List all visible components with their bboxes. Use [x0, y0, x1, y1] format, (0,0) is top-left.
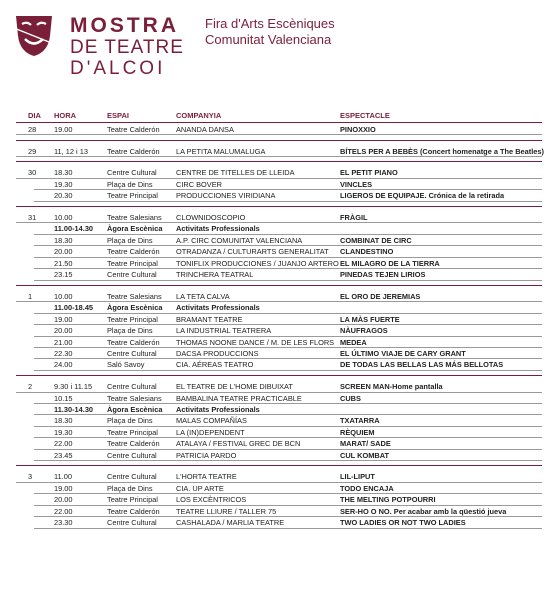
cell-espectacle: BÍTELS PER A BEBÈS (Concert homenatge a The Beatles) [340, 146, 544, 156]
day-cell-divider [16, 156, 38, 157]
cell-espai: Teatre Calderón [107, 247, 160, 257]
cell-espectacle: DE TODAS LAS BELLAS LAS MÁS BELLOTAS [340, 360, 504, 370]
cell-hora: 21.50 [54, 258, 73, 268]
cell-hora: 20.00 [54, 326, 73, 336]
cell-dia: 3 [28, 472, 33, 482]
brand-line-1: MOSTRA [70, 14, 179, 37]
row-divider [34, 280, 542, 281]
cell-espai: Àgora Escènica [107, 303, 163, 313]
cell-hora: 10.00 [54, 291, 73, 301]
day-separator [16, 206, 542, 207]
day-separator [16, 285, 542, 286]
cell-hora: 20.30 [54, 191, 73, 201]
row-divider [34, 370, 542, 371]
cell-hora: 23.30 [54, 518, 73, 528]
cell-dia: 28 [28, 125, 37, 134]
cell-espai: Centre Cultural [107, 168, 157, 178]
cell-espectacle: MARAT/ SADE [340, 439, 391, 449]
cell-espai: Teatre Principal [107, 427, 158, 437]
cell-hora: 18.30 [54, 168, 73, 178]
row-divider [34, 528, 542, 529]
cell-espai: Teatre Calderón [107, 146, 160, 156]
cell-espai: Teatre Principal [107, 258, 158, 268]
cell-hora: 10.00 [54, 212, 73, 222]
cell-companyia: DACSA PRODUCCIONS [176, 349, 259, 358]
cell-espectacle: NÀUFRAGOS [340, 326, 388, 336]
cell-espectacle: TXATARRA [340, 416, 380, 426]
row-divider [34, 156, 542, 157]
cell-companyia: THOMAS NOONE DANCE / M. DE LES FLORS [176, 337, 335, 347]
cell-companyia: LOS EXCÈNTRICOS [176, 495, 247, 505]
cell-espectacle: EL ORO DE JEREMIAS [340, 291, 421, 301]
cell-espai: Centre Cultural [107, 450, 157, 460]
cell-espectacle: SER-HO O NO. Per acabar amb la qüestió jueva [340, 506, 507, 516]
cell-espai: Teatre Salesians [107, 212, 162, 222]
cell-espectacle: VINCLES [340, 179, 373, 189]
cell-companyia: CIA. UP ARTE [176, 483, 224, 493]
cell-espectacle: LIGEROS DE EQUIPAJE. Crónica de la retirada [340, 191, 505, 201]
cell-dia: 1 [28, 291, 33, 301]
cell-companyia: LA PETITA MALUMALUGA [176, 146, 266, 156]
cell-hora: 22.00 [54, 506, 73, 516]
cell-espai: Plaça de Dins [107, 416, 153, 426]
cell-companyia: LA INDUSTRIAL TEATRERA [176, 326, 272, 336]
cell-hora: 20.00 [54, 495, 73, 505]
cell-dia: 31 [28, 212, 37, 222]
cell-espai: Centre Cultural [107, 518, 157, 528]
cell-espai: Teatre Calderón [107, 506, 160, 516]
cell-companyia: TEATRE LLIURE / TALLER 75 [176, 506, 277, 516]
cell-companyia: CLOWNIDOSCOPIO [176, 212, 246, 222]
cell-espectacle: RÈQUIEM [340, 427, 375, 437]
cell-companyia: CIA. AÉREAS TEATRO [176, 360, 254, 370]
cell-companyia: ANANDA DANSA [176, 125, 234, 134]
cell-espectacle: THE MELTING POTPOURRI [340, 495, 436, 505]
cell-espectacle: EL ÚLTIMO VIAJE DE CARY GRANT [340, 349, 466, 358]
cell-espectacle: CUBS [340, 393, 361, 403]
cell-companyia: LA TETA CALVA [176, 291, 230, 301]
cell-companyia: A.P. CIRC COMUNITAT VALENCIANA [176, 235, 303, 245]
cell-espai: Teatre Principal [107, 314, 158, 324]
cell-espai: Teatre Calderón [107, 125, 160, 134]
day-separator [16, 161, 542, 162]
cell-hora: 23.15 [54, 270, 73, 280]
row-divider [34, 134, 542, 135]
cell-espectacle: FRÀGIL [340, 212, 368, 222]
cell-espai: Plaça de Dins [107, 483, 153, 493]
cell-hora: 22.00 [54, 439, 73, 449]
day-cell-divider [16, 134, 38, 135]
cell-hora: 21.00 [54, 337, 73, 347]
cell-hora: 11.00-14.30 [54, 224, 94, 234]
cell-hora: 9.30 i 11.15 [54, 382, 93, 392]
brand-logo-text [70, 15, 184, 79]
day-separator [16, 375, 542, 376]
cell-companyia: L'HORTA TEATRE [176, 472, 237, 482]
subtitle-line-2: Comunitat Valenciana [205, 32, 332, 47]
cell-espai: Plaça de Dins [107, 326, 153, 336]
cell-hora: 11.30-14.30 [54, 405, 94, 414]
cell-companyia: Activitats Professionals [176, 405, 260, 414]
cell-companyia: MALAS COMPAÑÍAS [176, 416, 247, 426]
cell-espectacle: CLANDESTINO [340, 247, 394, 257]
day-separator [16, 140, 542, 141]
day-separator [16, 465, 542, 466]
header-divider [16, 122, 542, 123]
cell-companyia: EL TEATRE DE L'HOME DIBUIXAT [176, 382, 293, 392]
cell-espai: Centre Cultural [107, 472, 157, 482]
cell-hora: 19.30 [54, 427, 73, 437]
cell-espai: Centre Cultural [107, 270, 157, 280]
theatre-mask-logo-icon [14, 14, 54, 58]
cell-espai: Plaça de Dins [107, 235, 153, 245]
cell-espai: Teatre Salesians [107, 291, 162, 301]
cell-espai: Saló Savoy [107, 360, 145, 370]
brand-line-2: DE TEATRE [70, 37, 184, 58]
cell-companyia: Activitats Professionals [176, 303, 260, 313]
cell-companyia: LA (IN)DEPENDENT [176, 427, 245, 437]
cell-companyia: PRODUCCIONES VIRIDIANA [176, 191, 276, 201]
row-divider [34, 460, 542, 461]
column-header-hora: HORA [54, 111, 77, 120]
cell-hora: 11.00 [54, 472, 72, 482]
cell-companyia: CENTRE DE TITELLES DE LLEIDA [176, 168, 295, 178]
cell-companyia: CIRC BOVER [176, 179, 222, 189]
cell-espectacle: PINEDAS TEJEN LIRIOS [340, 270, 426, 280]
cell-hora: 23.45 [54, 450, 73, 460]
column-header-espai: ESPAI [107, 111, 129, 120]
cell-hora: 11, 12 i 13 [54, 146, 88, 156]
subtitle-line-1: Fira d'Arts Escèniques [205, 16, 335, 31]
cell-companyia: OTRADANZA / CULTURARTS GENERALITAT [176, 247, 329, 257]
cell-hora: 19.00 [54, 125, 73, 134]
cell-companyia: CASHALADA / MARLIA TEATRE [176, 518, 285, 528]
cell-espectacle: LIL-LIPUT [340, 472, 375, 482]
cell-espai: Centre Cultural [107, 382, 157, 392]
cell-companyia: Activitats Professionals [176, 224, 260, 234]
cell-espectacle: COMBINAT DE CIRC [340, 235, 412, 245]
column-header-companyia: COMPANYIA [176, 111, 222, 120]
cell-companyia: TONIFLIX PRODUCCIONES / JUANJO ARTERO [176, 258, 339, 268]
brand-subtitle [205, 16, 335, 48]
column-header-dia: DIA [28, 111, 41, 120]
cell-dia: 2 [28, 382, 33, 392]
cell-hora: 20.00 [54, 247, 73, 257]
cell-espectacle: TWO LADIES OR NOT TWO LADIES [340, 518, 466, 528]
cell-hora: 10.15 [54, 393, 73, 403]
cell-hora: 19.00 [54, 483, 73, 493]
cell-companyia: BAMBALINA TEATRE PRACTICABLE [176, 393, 302, 403]
cell-companyia: TRINCHERA TEATRAL [176, 270, 254, 280]
cell-espai: Plaça de Dins [107, 179, 153, 189]
column-header-espectacle: ESPECTACLE [340, 111, 390, 120]
cell-espectacle: MEDEA [340, 337, 367, 347]
cell-espai: Teatre Principal [107, 191, 158, 201]
cell-espectacle: CUL KOMBAT [340, 450, 389, 460]
brand-line-3: D'ALCOI [70, 58, 166, 79]
cell-espai: Àgora Escènica [107, 224, 163, 234]
cell-espai: Teatre Calderón [107, 337, 160, 347]
cell-espectacle: PINOXXIO [340, 125, 376, 134]
cell-companyia: PATRICIA PARDO [176, 450, 237, 460]
cell-espai: Centre Cultural [107, 349, 157, 358]
cell-hora: 18.30 [54, 416, 73, 426]
cell-companyia: BRAMANT TEATRE [176, 314, 243, 324]
cell-dia: 29 [28, 146, 37, 156]
cell-hora: 18.30 [54, 235, 73, 245]
cell-espectacle: EL MILAGRO DE LA TIERRA [340, 258, 440, 268]
cell-espectacle: TODO ENCAJA [340, 483, 394, 493]
cell-hora: 22.30 [54, 349, 73, 358]
cell-espai: Teatre Calderón [107, 439, 160, 449]
header [0, 0, 550, 95]
cell-hora: 19.30 [54, 179, 73, 189]
cell-espectacle: SCREEN MAN-Home pantalla [340, 382, 443, 392]
cell-dia: 30 [28, 168, 37, 178]
cell-espai: Teatre Salesians [107, 393, 162, 403]
cell-hora: 24.00 [54, 360, 73, 370]
cell-companyia: ATALAYA / FESTIVAL GREC DE BCN [176, 439, 301, 449]
row-divider [34, 201, 542, 202]
cell-espai: Teatre Principal [107, 495, 158, 505]
cell-espectacle: EL PETIT PIANO [340, 168, 398, 178]
cell-espectacle: LA MÀS FUERTE [340, 314, 400, 324]
cell-hora: 19.00 [54, 314, 73, 324]
cell-espai: Àgora Escènica [107, 405, 163, 414]
cell-hora: 11.00-18.45 [54, 303, 94, 313]
